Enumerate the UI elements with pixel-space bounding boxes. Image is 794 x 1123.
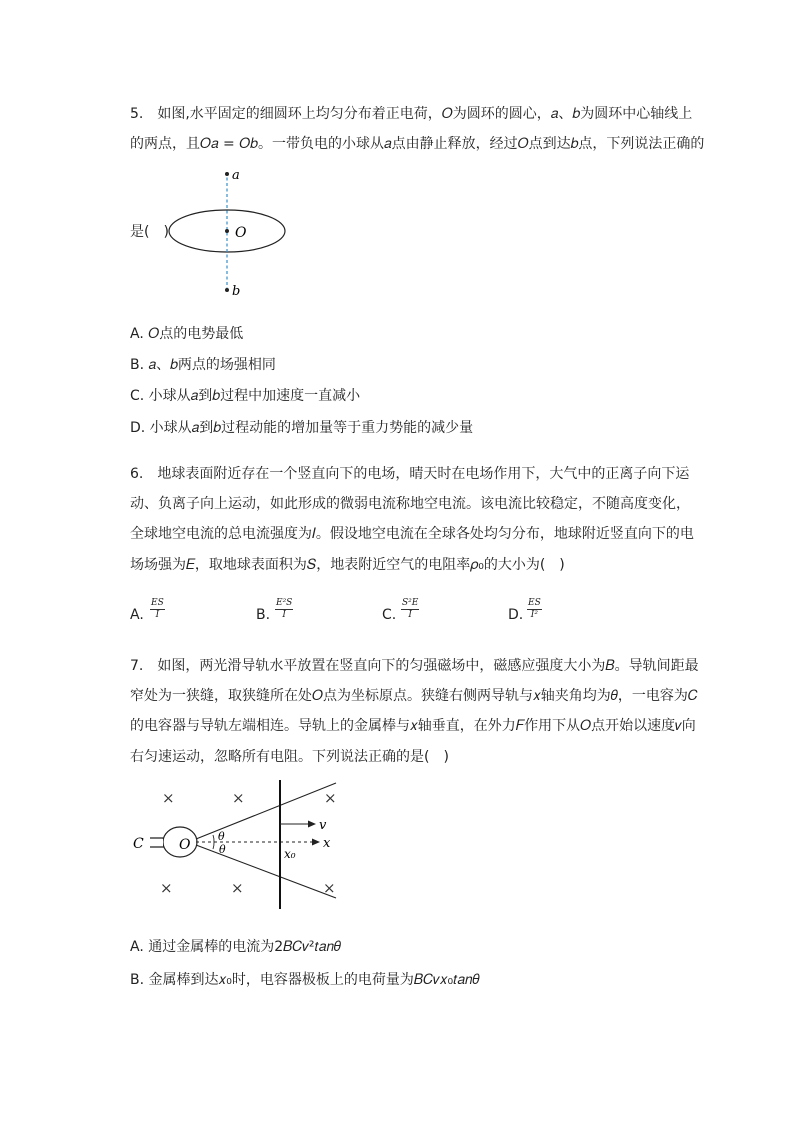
q6-option-b-fraction [275, 598, 293, 621]
q7-stem-line-2: 窄处为一狭缝，取狭缝所在处𝑂点为坐标原点。狭缝右侧两导轨与𝑥轴夹角均为𝜃，一电容为𝐶 [130, 688, 698, 704]
q7-stem-line-1: 7. 如图，两光滑导轨水平放置在竖直向下的匀强磁场中，磁感应强度大小为𝐵。导轨间距最 [130, 658, 699, 674]
label-v: v [319, 818, 327, 833]
q6-stem-line-1: 6. 地球表面附近存在一个竖直向下的电场，晴天时在电场作用下，大气中的正离子向下运 [130, 466, 690, 482]
q5-ring-figure [160, 160, 300, 305]
numerator: ES [151, 598, 164, 608]
point-O [225, 229, 229, 233]
q6-option-c-letter: C. [382, 607, 397, 623]
q5-option-a[interactable]: A. 𝑂点的电势最低 [130, 326, 244, 342]
q5-stem-line-2: 的两点，且𝑂𝑎 = 𝑂𝑏。一带负电的小球从𝑎点由静止释放，经过𝑂点到达𝑏点，下列说法正确的 [130, 136, 705, 152]
cross-mark: × [231, 879, 244, 897]
label-theta-lower: θ [219, 843, 226, 856]
q7-stem-line-4: 右匀速运动，忽略所有电阻。下列说法正确的是( ) [130, 749, 449, 765]
q6-option-b-letter: B. [256, 607, 271, 623]
x-axis-arrow [312, 839, 320, 846]
q5-option-d[interactable]: D. 小球从𝑎到𝑏过程动能的增加量等于重力势能的减少量 [130, 420, 474, 436]
q5-option-b[interactable]: B. 𝑎、𝑏两点的场强相同 [130, 357, 276, 373]
q7-stem-line-3: 的电容器与导轨左端相连。导轨上的金属棒与𝑥轴垂直，在外力𝐹作用下从𝑂点开始以速度𝑣向 [130, 718, 696, 734]
label-a: a [232, 168, 240, 183]
angle-arc-lower [213, 842, 214, 849]
q6-option-a-letter: A. [130, 607, 144, 623]
q5-stem-line-1: 5. 如图,水平固定的细圆环上均匀分布着正电荷，𝑂为圆环的圆心，𝑎、𝑏为圆环中心轴线上 [130, 106, 693, 122]
lower-rail [196, 845, 336, 898]
label-theta-upper: θ [218, 830, 225, 843]
q5-stem-line-3: 是( ) [130, 224, 169, 240]
denominator: I [408, 610, 412, 620]
q6-stem-line-3: 全球地空电流的总电流强度为𝐼。假设地空电流在全球各处均匀分布，地球附近竖直向下的电 [130, 526, 694, 542]
q6-stem-line-2: 动、负离子向上运动，如此形成的微弱电流称地空电流。该电流比较稳定，不随高度变化， [130, 496, 690, 512]
numerator: ES [528, 598, 541, 608]
cross-mark: × [160, 879, 173, 897]
cross-mark: × [324, 789, 337, 807]
q6-option-a-fraction [150, 598, 165, 621]
denominator: I² [530, 610, 538, 620]
label-x: x [323, 836, 331, 851]
q6-option-d-letter: D. [508, 607, 524, 623]
label-x0: x₀ [284, 847, 296, 861]
numerator: S²E [402, 598, 419, 608]
q7-option-a[interactable]: A. 通过金属棒的电流为2𝐵𝐶𝑣²𝑡𝑎𝑛𝜃 [130, 939, 341, 955]
angle-arc-upper [213, 835, 214, 842]
q5-option-c[interactable]: C. 小球从𝑎到𝑏过程中加速度一直减小 [130, 388, 361, 404]
cross-mark: × [232, 789, 245, 807]
q7-option-b[interactable]: B. 金属棒到达𝑥₀时，电容器极板上的电荷量为𝐵𝐶𝑣𝑥₀𝑡𝑎𝑛𝜃 [130, 972, 480, 988]
label-O: O [235, 225, 247, 241]
velocity-arrow-head [308, 821, 316, 828]
numerator: E²S [276, 598, 293, 608]
q6-option-d-fraction [527, 598, 542, 621]
q7-rail-figure [128, 775, 358, 915]
point-b [225, 288, 229, 292]
label-C: C [133, 836, 144, 852]
cross-mark: × [162, 789, 175, 807]
q6-option-c-fraction [401, 598, 419, 621]
point-a [225, 172, 229, 176]
label-O: O [179, 837, 191, 853]
q6-stem-line-4: 场场强为𝐸，取地球表面积为𝑆，地表附近空气的电阻率𝜌₀的大小为( ) [130, 557, 565, 573]
denominator: I [282, 610, 286, 620]
denominator: I [155, 610, 160, 620]
cross-mark: × [323, 879, 336, 897]
upper-rail [196, 783, 336, 839]
label-b: b [232, 284, 241, 299]
